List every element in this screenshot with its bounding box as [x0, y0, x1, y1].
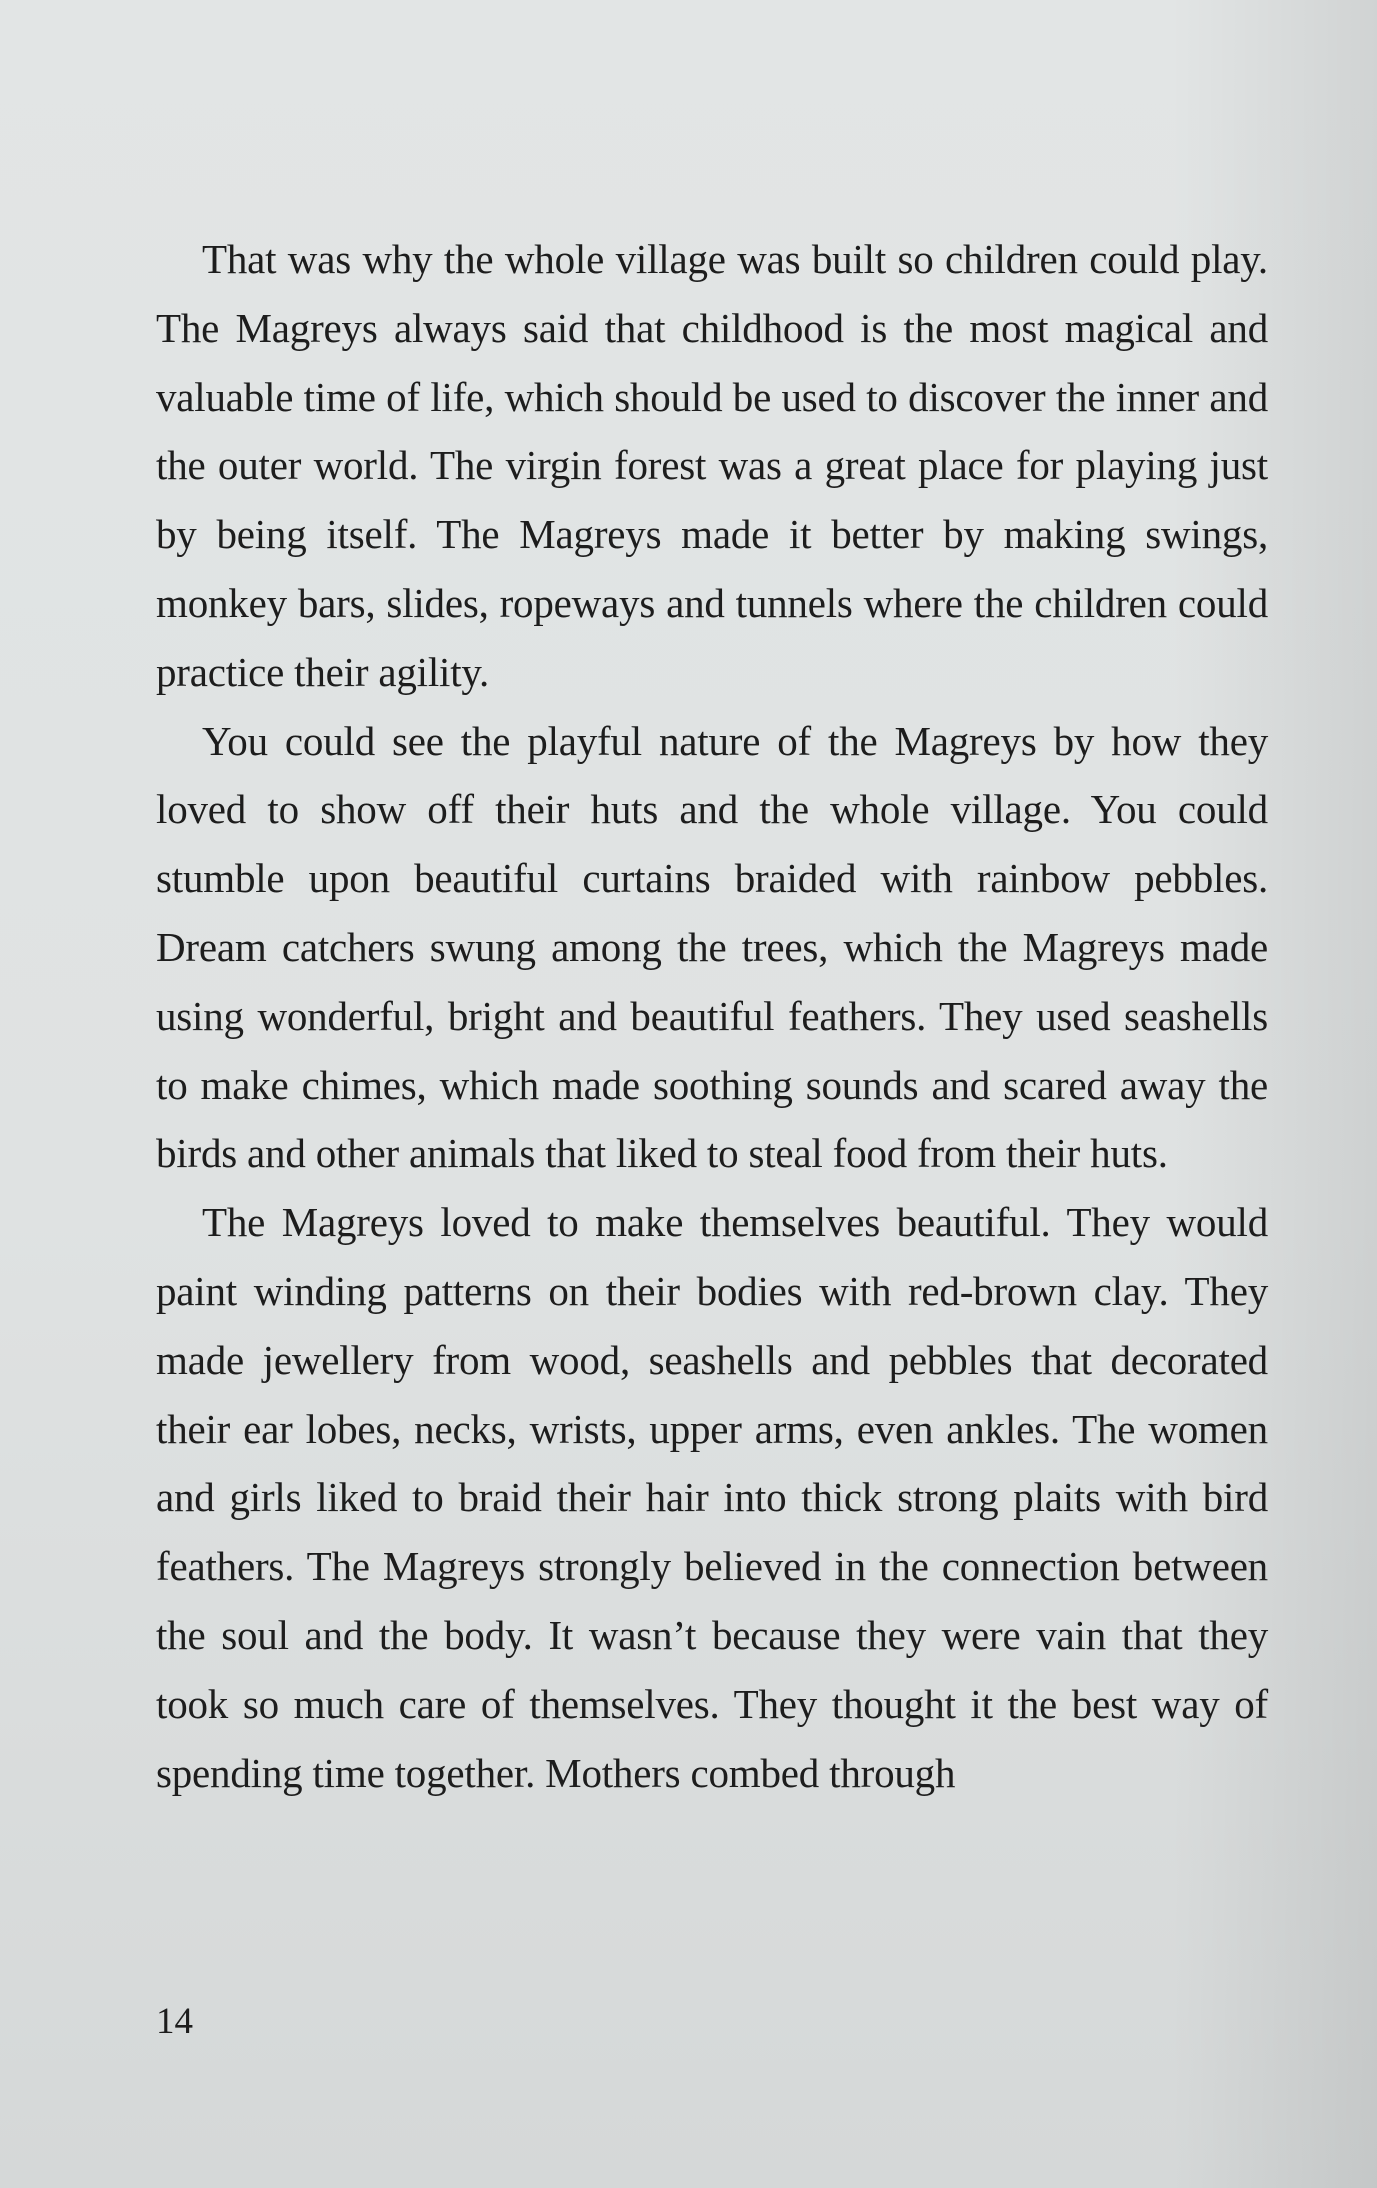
page-number: 14 — [156, 2001, 193, 2042]
paragraph-3: The Magreys loved to make themselves beautiful. They would paint winding patterns on their bodies with red-brown clay. They made jewellery from wood, seashells and pebbles that decorated their ear lobes, necks, wrists, upper arms, even ankles. The women and girls liked to braid their hair into thick strong plaits with bird feathers. The Magreys strongly believed in the connection between the soul and the body. It wasn’t because they were vain that they took so much care of themselves. They thought it the best way of spending time together. Mothers combed through — [156, 1199, 1268, 1796]
body-text — [156, 225, 1268, 1807]
paragraph-1: That was why the whole village was built so children could play. The Magreys always said that childhood is the most magical and valuable time of life, which should be used to discover the inner and the outer world. The virgin forest was a great place for playing just by being itself. The Magreys made it better by making swings, monkey bars, slides, ropeways and tunnels where the children could practice their agility. — [156, 236, 1268, 695]
paragraph-2: You could see the playful nature of the Magreys by how they loved to show off their huts and the whole village. You could stumble upon beautiful curtains braided with rainbow pebbles. Dream catchers swung among the trees, which the Magreys made using wonderful, bright and beautiful feathers. They used seashells to make chimes, which made soothing sounds and scared away the birds and other animals that liked to steal food from their huts. — [156, 717, 1268, 1177]
